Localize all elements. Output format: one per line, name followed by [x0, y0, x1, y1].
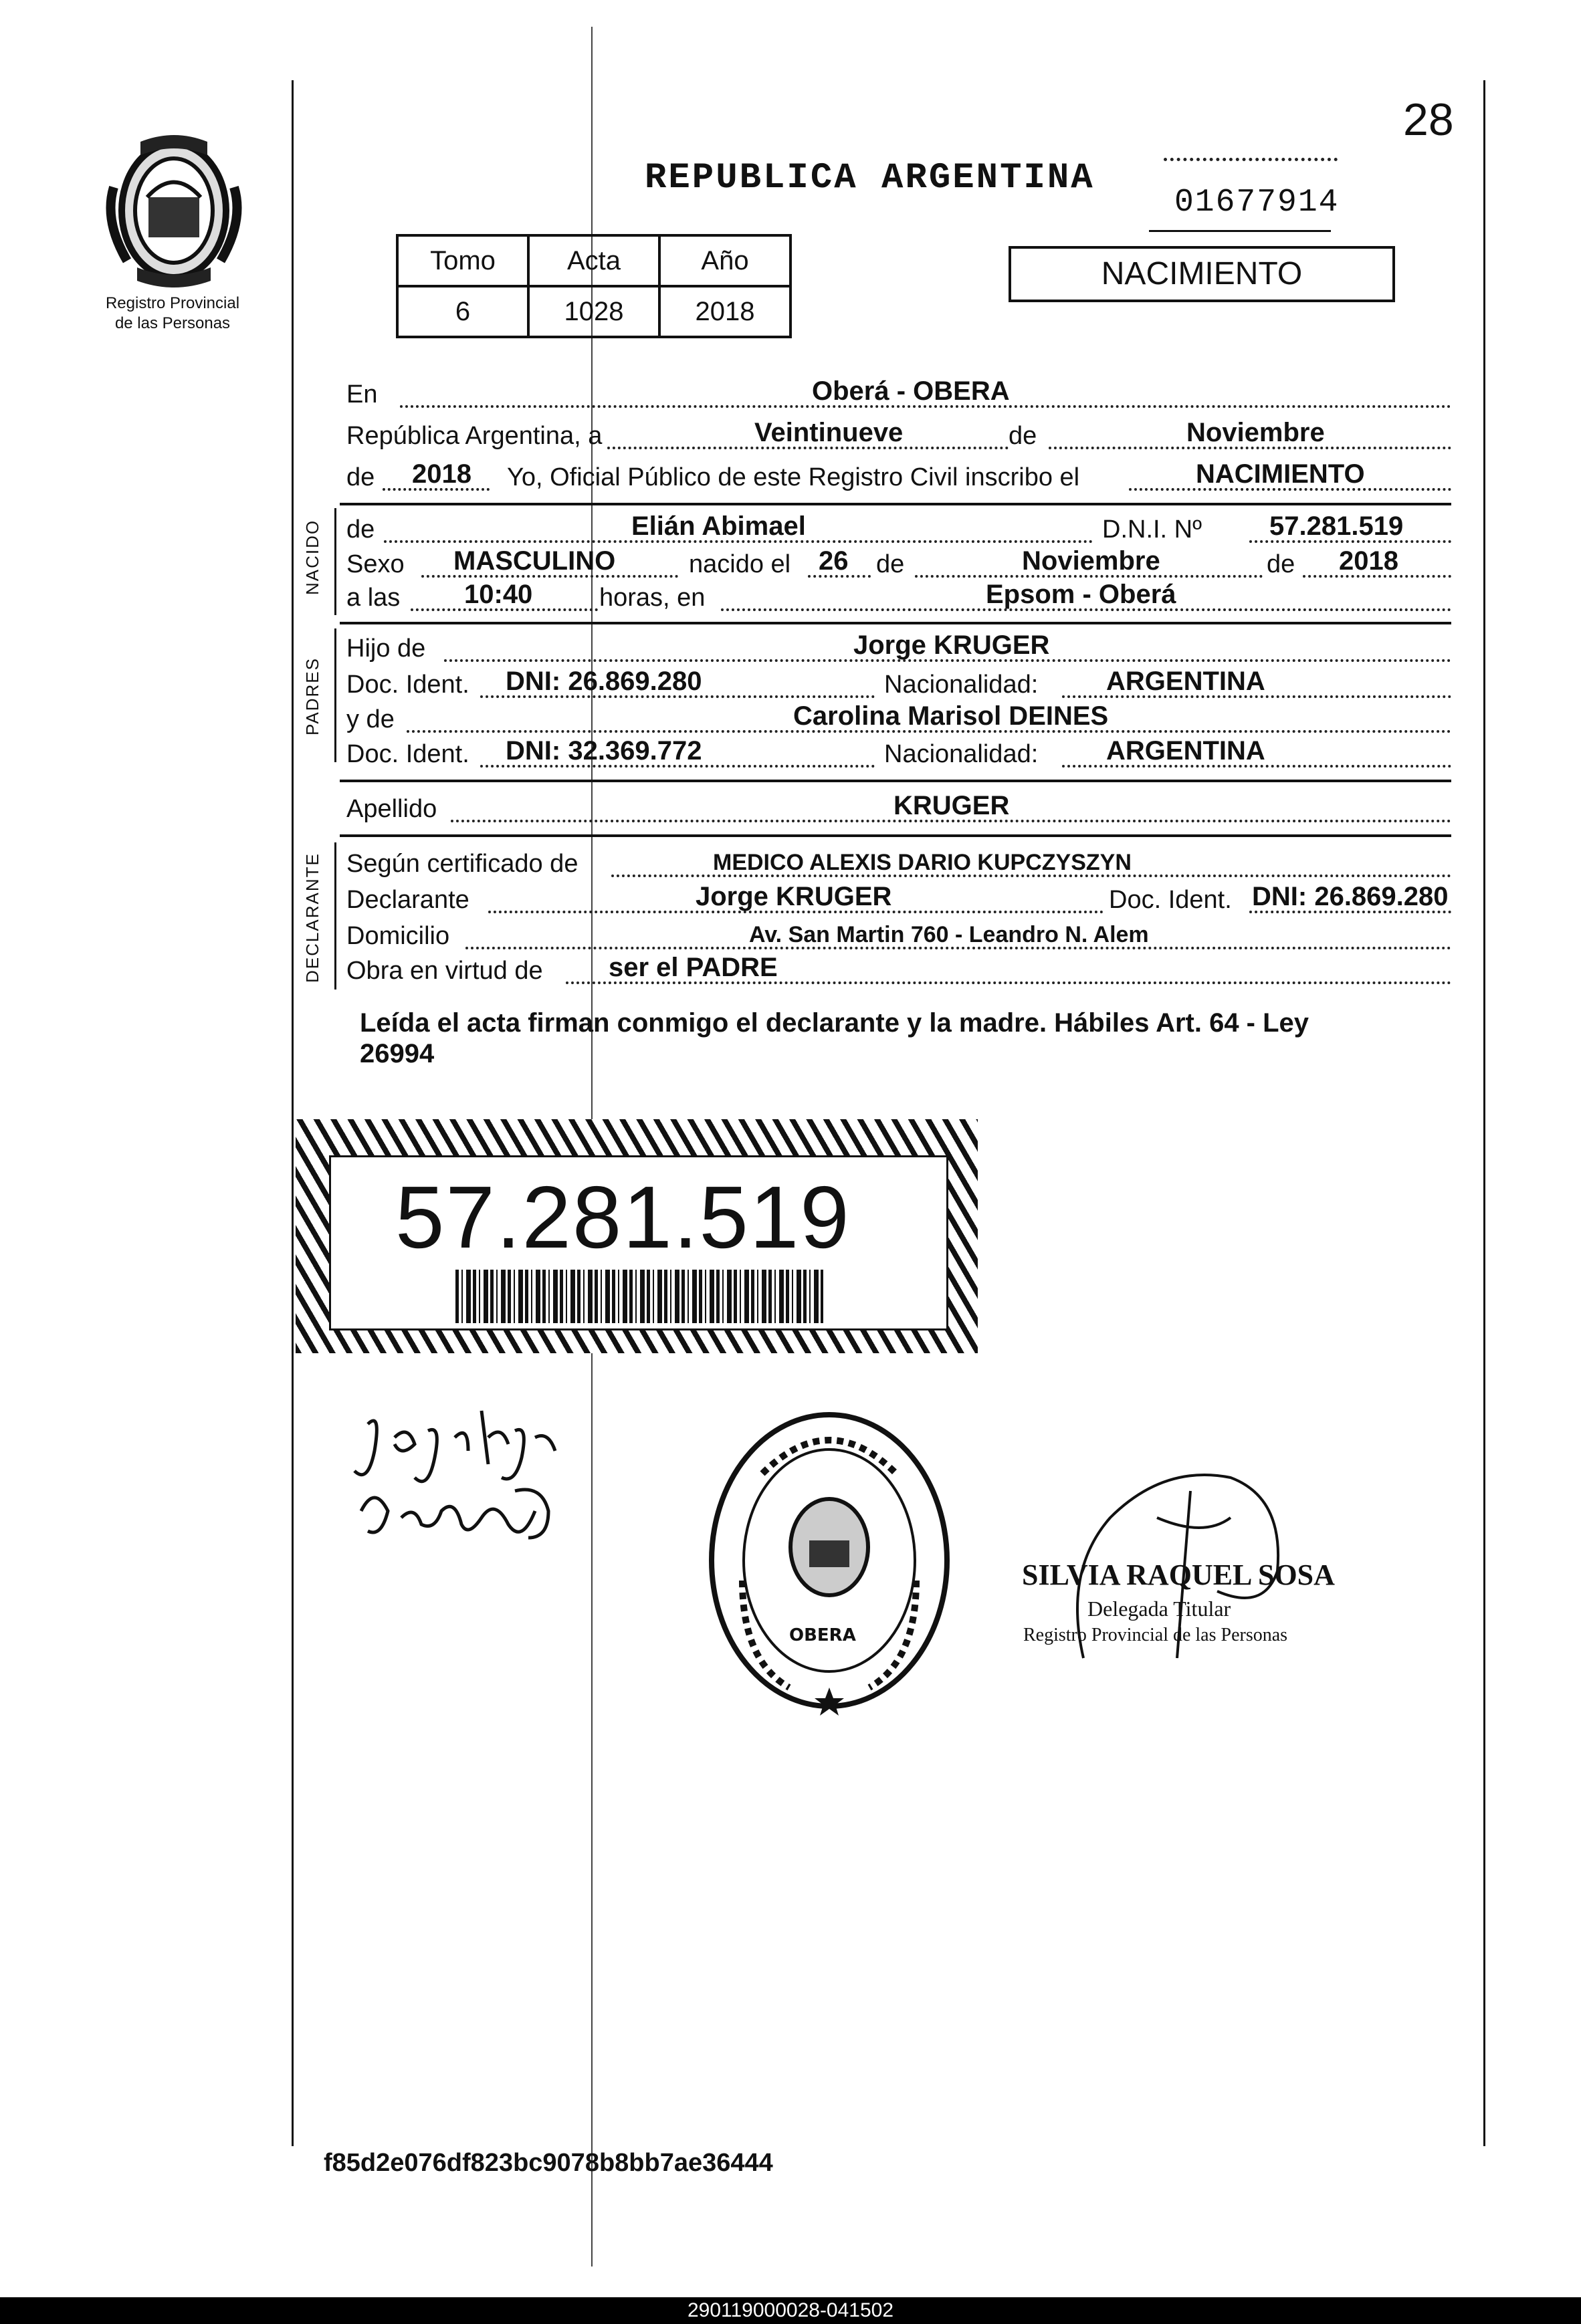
footer-bar — [0, 2297, 1581, 2324]
mother-doc: DNI: 32.369.772 — [506, 736, 702, 766]
table-value-tomo: 6 — [397, 286, 528, 337]
birth-time: 10:40 — [464, 580, 533, 609]
row-father-doc — [346, 665, 1451, 703]
declarant-signature — [334, 1397, 589, 1558]
cert-label: Según certificado de — [346, 850, 578, 878]
footer-code: 290119000028-041502 — [687, 2299, 894, 2321]
row-apellido — [346, 789, 1451, 828]
act-type-box — [1009, 246, 1395, 302]
hijo-label: Hijo de — [346, 634, 426, 663]
year-value: 2018 — [412, 459, 471, 489]
decl-label: Declarante — [346, 886, 469, 914]
closing-line-1: Leída el acta firman conmigo el declarante y la madre. Hábiles Art. 64 - Ley — [360, 1008, 1309, 1038]
padres-side-label: PADRES — [302, 657, 322, 735]
dom-value: Av. San Martin 760 - Leandro N. Alem — [749, 922, 1149, 947]
document-hash: f85d2e076df823bc9078b8bb7ae36444 — [324, 2149, 773, 2177]
provincial-emblem — [100, 134, 247, 287]
sexo-value: MASCULINO — [453, 546, 616, 576]
alas-label: a las — [346, 584, 401, 612]
en-label: En — [346, 380, 378, 409]
birth-month: Noviembre — [1022, 546, 1160, 576]
separator-3 — [340, 780, 1451, 782]
mother-doc-label: Doc. Ident. — [346, 740, 469, 768]
nacido-de-label: de — [346, 515, 375, 544]
serial-number: 01677914 — [1174, 185, 1340, 221]
issuer-label-2: de las Personas — [114, 314, 231, 332]
separator-1 — [340, 503, 1451, 505]
nacido-side-label: NACIDO — [302, 519, 322, 595]
row-declarante — [346, 880, 1451, 919]
father-nat-label: Nacionalidad: — [884, 671, 1039, 699]
apellido-value: KRUGER — [893, 791, 1010, 820]
declarante-bracket — [334, 842, 336, 990]
table-header-ano: Año — [659, 235, 790, 286]
en-value: Oberá - OBERA — [812, 376, 1010, 406]
obra-label: Obra en virtud de — [346, 957, 543, 985]
nacido-bracket — [334, 508, 336, 615]
month-value: Noviembre — [1186, 418, 1325, 447]
sticker-number: 57.281.519 — [395, 1168, 851, 1266]
obra-value: ser el PADRE — [609, 953, 778, 982]
birth-place: Epsom - Oberá — [986, 580, 1176, 609]
tomo-acta-table — [396, 234, 792, 338]
de2-label: de — [346, 463, 375, 491]
row-domicilio — [346, 916, 1451, 955]
cert-value: MEDICO ALEXIS DARIO KUPCZYSZYN — [713, 850, 1132, 875]
child-name: Elián Abimael — [631, 511, 806, 541]
father-doc-label: Doc. Ident. — [346, 671, 469, 699]
row-obra — [346, 951, 1451, 990]
day-value: Veintinueve — [754, 418, 904, 447]
separator-4 — [340, 834, 1451, 837]
decl-doc-label: Doc. Ident. — [1109, 886, 1232, 914]
row-certificado — [346, 844, 1451, 883]
sticker-barcode — [455, 1270, 823, 1323]
apellido-label: Apellido — [346, 795, 437, 823]
row-nacido-name — [346, 509, 1451, 548]
table-value-ano: 2018 — [659, 286, 790, 337]
birth-day: 26 — [819, 546, 849, 576]
dom-label: Domicilio — [346, 922, 450, 950]
serial-underline — [1149, 230, 1331, 232]
official-org: Registro Provincial de las Personas — [1023, 1625, 1288, 1645]
sticker-inner — [329, 1155, 948, 1330]
declarante-side-label: DECLARANTE — [302, 852, 322, 983]
father-name: Jorge KRUGER — [853, 630, 1050, 660]
row-en — [346, 374, 1451, 413]
svg-text:OBERA: OBERA — [789, 1625, 856, 1645]
decl-value: Jorge KRUGER — [696, 882, 892, 911]
nacido-de2-label: de — [876, 550, 905, 578]
act-type-label: NACIMIENTO — [1101, 256, 1303, 292]
row-republica — [346, 416, 1451, 455]
nacido-el-label: nacido el — [689, 550, 791, 578]
father-doc: DNI: 26.869.280 — [506, 667, 702, 696]
row-hora — [346, 578, 1451, 616]
decl-doc: DNI: 26.869.280 — [1252, 882, 1449, 911]
row-hijo — [346, 628, 1451, 667]
dni-sticker — [296, 1119, 978, 1353]
sexo-label: Sexo — [346, 550, 405, 578]
official-stamp — [702, 1407, 956, 1721]
dni-label: D.N.I. Nº — [1102, 515, 1202, 544]
nacido-de3-label: de — [1267, 550, 1295, 578]
birth-year: 2018 — [1339, 546, 1398, 576]
page-number: 28 — [1403, 94, 1454, 145]
country-title: REPUBLICA ARGENTINA — [645, 158, 1095, 199]
de-label: de — [1009, 422, 1037, 450]
row-yde — [346, 699, 1451, 738]
father-nationality: ARGENTINA — [1106, 667, 1265, 696]
table-header-acta: Acta — [528, 235, 659, 286]
inscribe-value: NACIMIENTO — [1196, 459, 1365, 489]
table-value-acta: 1028 — [528, 286, 659, 337]
mother-nat-label: Nacionalidad: — [884, 740, 1039, 768]
official-name: SILVIA RAQUEL SOSA — [1022, 1558, 1335, 1591]
padres-bracket — [334, 628, 336, 762]
separator-2 — [340, 622, 1451, 624]
right-frame-line — [1483, 80, 1485, 2146]
row-mother-doc — [346, 734, 1451, 773]
closing-line-2: 26994 — [360, 1039, 435, 1068]
row-official — [346, 457, 1451, 496]
left-frame-line — [292, 80, 294, 2146]
serial-dots — [1164, 158, 1338, 161]
mother-nationality: ARGENTINA — [1106, 736, 1265, 766]
mother-name: Carolina Marisol DEINES — [793, 701, 1109, 731]
child-dni: 57.281.519 — [1269, 511, 1404, 541]
republica-label: República Argentina, a — [346, 422, 603, 450]
official-text: Yo, Oficial Público de este Registro Civil inscribo el — [507, 463, 1080, 491]
yde-label: y de — [346, 705, 395, 733]
issuer-label-1: Registro Provincial — [105, 294, 240, 312]
official-role: Delegada Titular — [1087, 1597, 1231, 1621]
table-header-tomo: Tomo — [397, 235, 528, 286]
horas-label: horas, en — [599, 584, 706, 612]
